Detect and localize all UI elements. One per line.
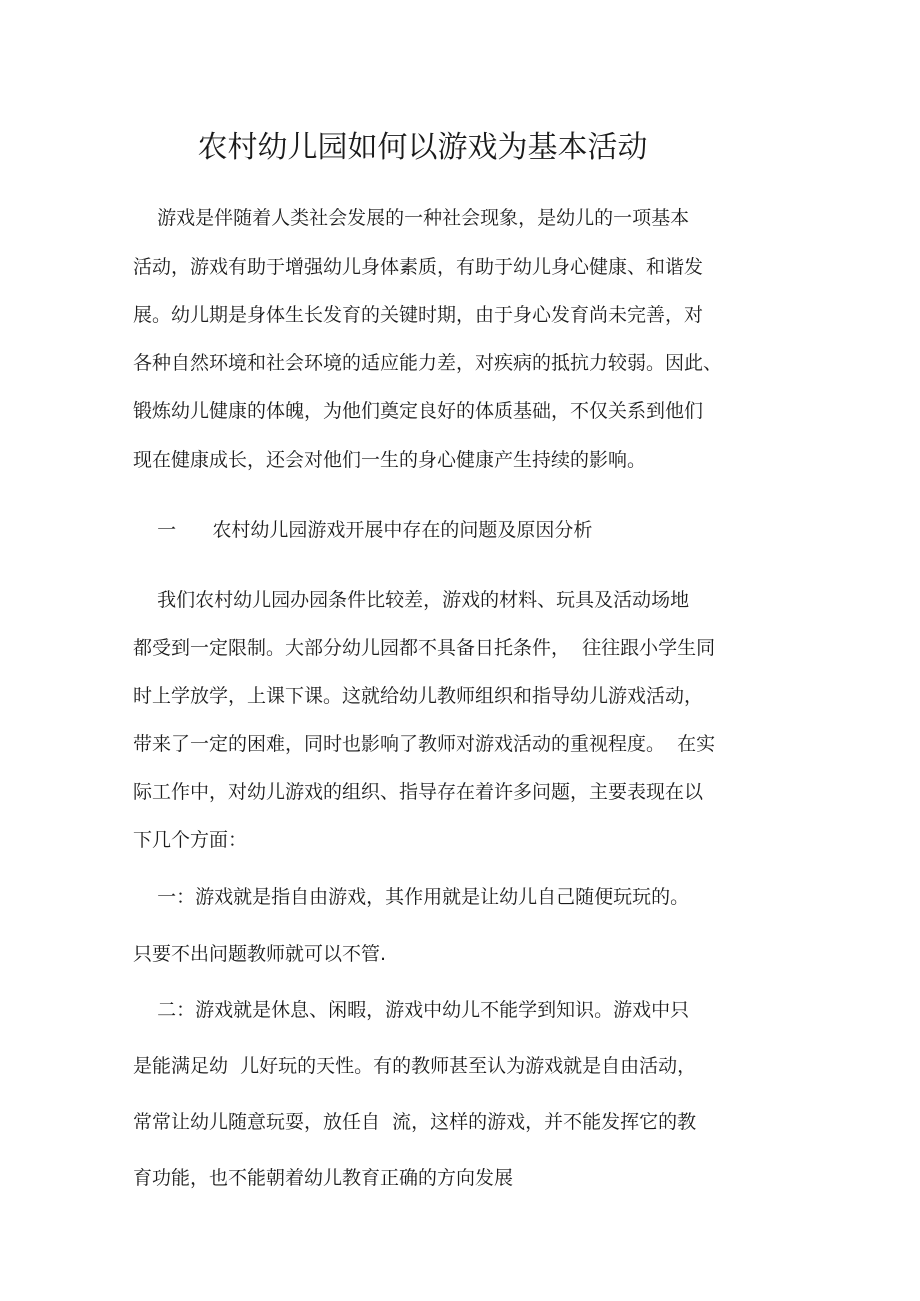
paragraph-line: 带来了一定的困难，同时也影响了教师对游戏活动的重视程度。 在实 xyxy=(133,733,716,755)
paragraph-line: 时上学放学，上课下课。这就给幼儿教师组织和指导幼儿游戏活动， xyxy=(133,685,704,707)
paragraph-line: 际工作中，对幼儿游戏的组织、指导存在着许多问题，主要表现在以 xyxy=(133,781,704,803)
list-item-line: 二：游戏就是休息、闲暇，游戏中幼儿不能学到知识。游戏中只 xyxy=(133,999,690,1021)
paragraph-line: 我们农村幼儿园办园条件比较差，游戏的材料、玩具及活动场地 xyxy=(133,589,690,611)
list-item-line: 育功能，也不能朝着幼儿教育正确的方向发展 xyxy=(133,1167,514,1189)
list-item-line: 一：游戏就是指自由游戏，其作用就是让幼儿自己随便玩玩的。 xyxy=(133,886,690,908)
paragraph-line: 各种自然环境和社会环境的适应能力差，对疾病的抵抗力较弱。因此、 xyxy=(133,352,723,374)
paragraph-line: 活动，游戏有助于增强幼儿身体素质，有助于幼儿身心健康、和谐发 xyxy=(133,256,704,278)
paragraph-line: 锻炼幼儿健康的体魄，为他们奠定良好的体质基础，不仅关系到他们 xyxy=(133,400,704,422)
list-item-line: 只要不出问题教师就可以不管. xyxy=(133,943,387,965)
section-heading: 一 农村幼儿园游戏开展中存在的问题及原因分析 xyxy=(133,519,593,541)
paragraph-line: 现在健康成长，还会对他们一生的身心健康产生持续的影响。 xyxy=(133,449,647,471)
list-item-line: 常常让幼儿随意玩耍，放任自 流，这样的游戏，并不能发挥它的教 xyxy=(133,1111,697,1133)
paragraph-line: 下几个方面： xyxy=(133,829,248,851)
paragraph-line: 展。幼儿期是身体生长发育的关键时期，由于身心发育尚未完善，对 xyxy=(133,304,704,326)
document-title: 农村幼儿园如何以游戏为基本活动 xyxy=(197,130,648,165)
paragraph-line: 都受到一定限制。大部分幼儿园都不具备日托条件， 往往跟小学生同 xyxy=(133,637,716,659)
paragraph-line: 游戏是伴随着人类社会发展的一种社会现象，是幼儿的一项基本 xyxy=(133,207,690,229)
list-item-line: 是能满足幼 儿好玩的天性。有的教师甚至认为游戏就是自由活动， xyxy=(133,1055,697,1077)
